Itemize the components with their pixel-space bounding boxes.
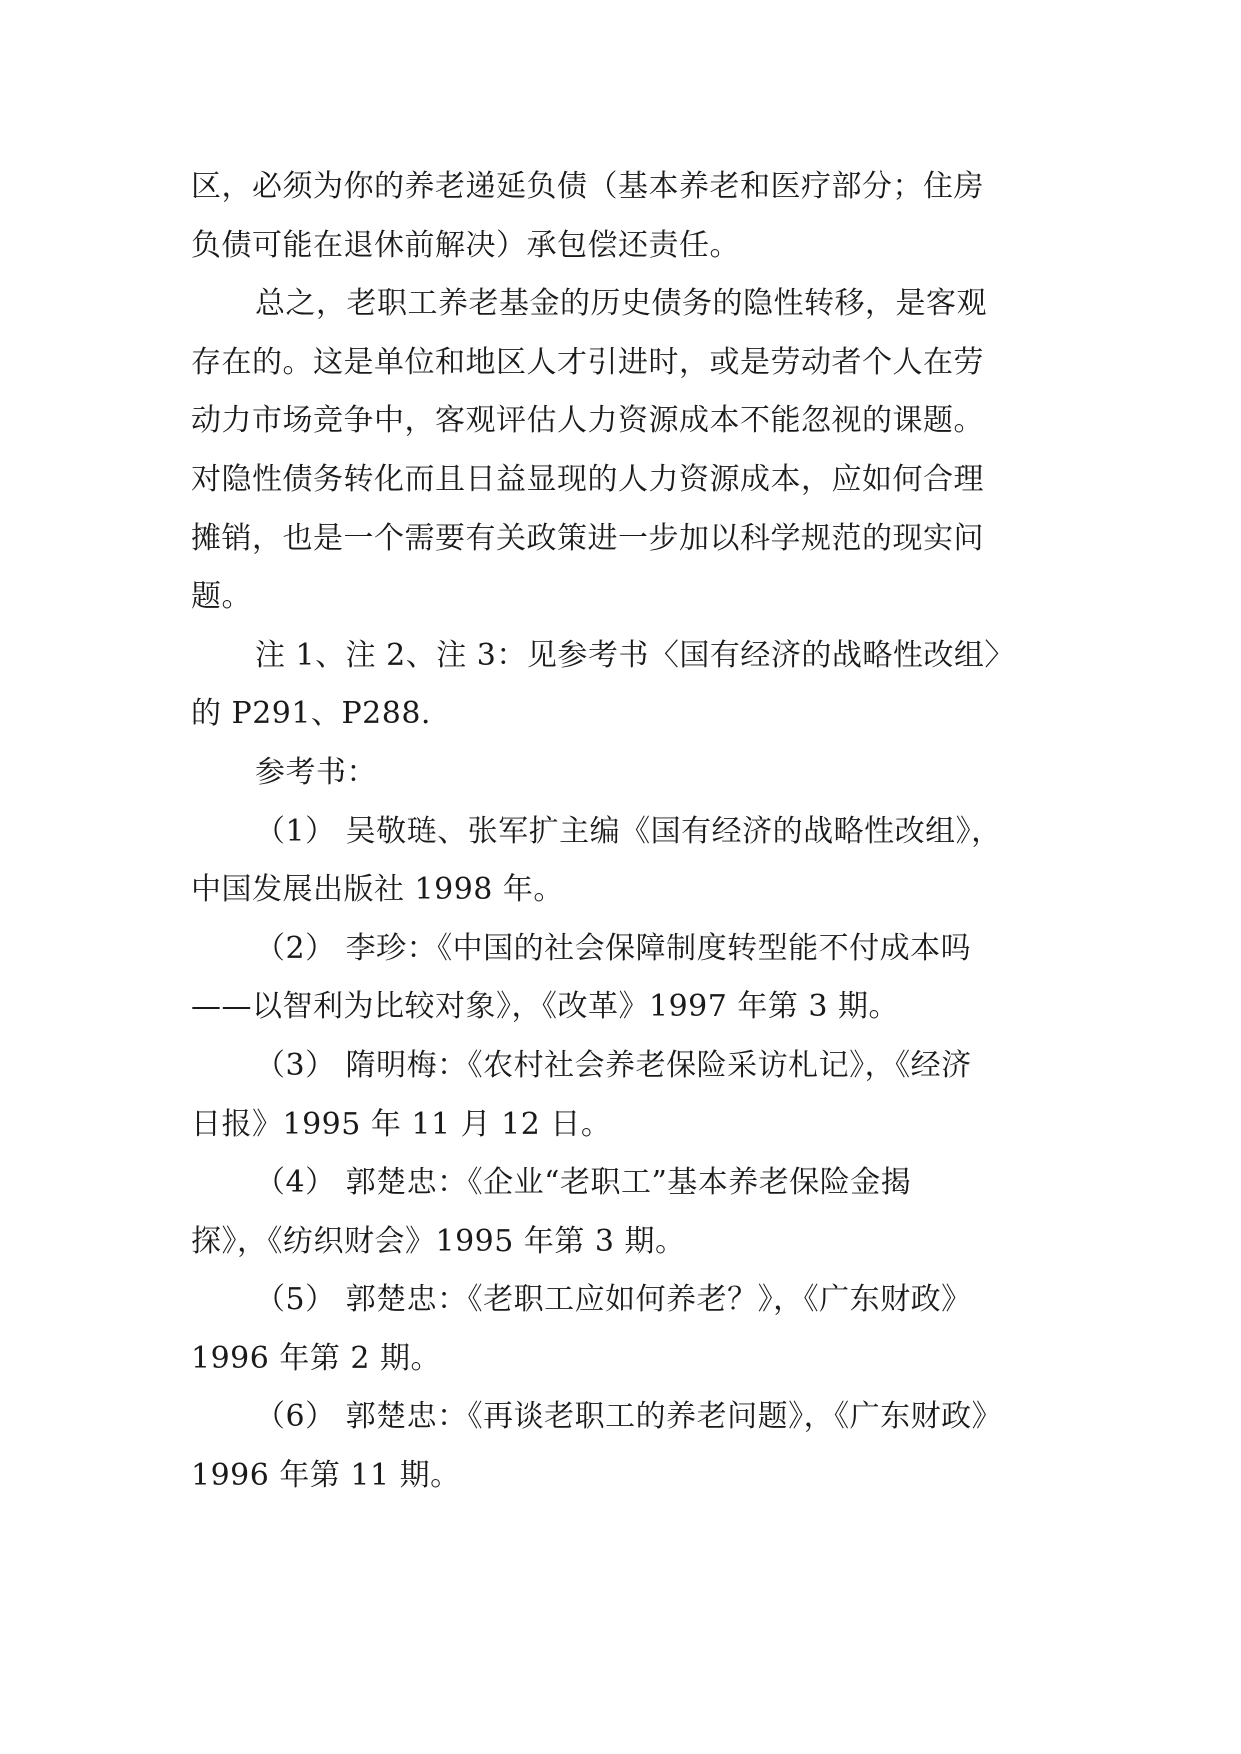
- reference-continuation: 探》，《纺织财会》1995 年第 3 期。: [191, 1223, 686, 1259]
- reference-item: （1） 吴敬琏、张军扩主编《国有经济的战略性改组》，: [255, 813, 1002, 849]
- text-line: 对隐性债务转化而且日益显现的人力资源成本，应如何合理: [191, 461, 984, 497]
- text-line: 摊销，也是一个需要有关政策进一步加以科学规范的现实问: [191, 520, 984, 556]
- text-line: 题。: [191, 579, 252, 615]
- reference-item: （3） 隋明梅：《农村社会养老保险采访札记》，《经济: [255, 1047, 972, 1083]
- reference-item: （4） 郭楚忠：《企业“老职工”基本养老保险金揭: [255, 1165, 912, 1201]
- reference-item: （2） 李珍：《中国的社会保障制度转型能不付成本吗: [255, 930, 972, 966]
- reference-continuation: 中国发展出版社 1998 年。: [191, 872, 564, 908]
- references-heading: 参考书：: [255, 754, 377, 790]
- reference-continuation: 1996 年第 11 期。: [191, 1458, 461, 1494]
- document-page: [191, 158, 1049, 1506]
- reference-continuation: 日报》1995 年 11 月 12 日。: [191, 1106, 612, 1142]
- text-line: 存在的。这是单位和地区人才引进时，或是劳动者个人在劳: [191, 344, 984, 380]
- reference-item: （6） 郭楚忠：《再谈老职工的养老问题》，《广东财政》: [255, 1399, 1003, 1435]
- note-line: 注 1、注 2、注 3：见参考书〈国有经济的战略性改组〉: [255, 637, 1015, 673]
- reference-continuation: 1996 年第 2 期。: [191, 1340, 442, 1376]
- text-line: 负债可能在退休前解决）承包偿还责任。: [191, 227, 740, 263]
- reference-continuation: ——以智利为比较对象》，《改革》1997 年第 3 期。: [191, 989, 900, 1025]
- reference-item: （5） 郭楚忠：《老职工应如何养老？》，《广东财政》: [255, 1282, 972, 1318]
- text-line: 区，必须为你的养老递延负债（基本养老和医疗部分；住房: [191, 169, 984, 204]
- text-line: 的 P291、P288.: [191, 696, 431, 732]
- text-line: 动力市场竞争中，客观评估人力资源成本不能忽视的课题。: [191, 403, 984, 439]
- paragraph-start: 总之，老职工养老基金的历史债务的隐性转移，是客观: [255, 286, 987, 322]
